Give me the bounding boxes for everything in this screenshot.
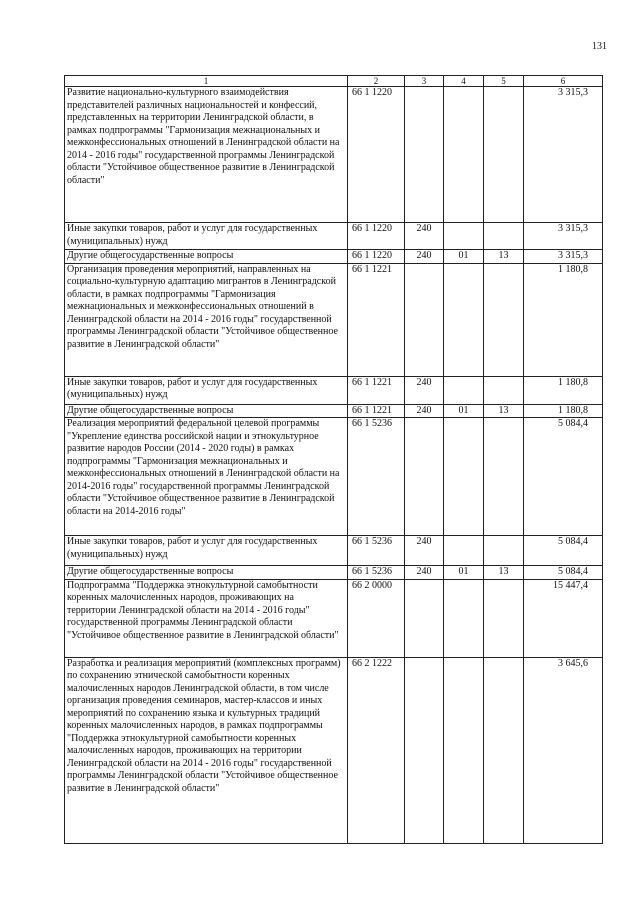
row-sum: 5 084,4 <box>524 566 603 580</box>
row-col5 <box>484 657 524 843</box>
row-name: Иные закупки товаров, работ и услуг для государственных (муниципальных) нужд <box>65 223 348 250</box>
row-code: 66 1 1221 <box>348 376 405 404</box>
row-col5 <box>484 536 524 566</box>
table-row <box>65 87 603 223</box>
table-row <box>65 657 603 843</box>
row-col3: 240 <box>405 566 444 580</box>
row-col3: 240 <box>405 404 444 418</box>
row-col4 <box>444 376 484 404</box>
row-sum: 1 180,8 <box>524 263 603 376</box>
row-col4 <box>444 579 484 657</box>
row-name: Иные закупки товаров, работ и услуг для государственных (муниципальных) нужд <box>65 536 348 566</box>
row-col4 <box>444 263 484 376</box>
row-col4: 01 <box>444 404 484 418</box>
row-sum: 5 084,4 <box>524 418 603 536</box>
row-code: 66 1 1220 <box>348 87 405 223</box>
row-code: 66 1 1221 <box>348 404 405 418</box>
header-row <box>65 76 603 87</box>
row-sum: 3 315,3 <box>524 223 603 250</box>
row-name: Развитие национально-культурного взаимодействия представителей различных национальностей и конфессий, представленных на территории Ленинградской области, в рамках подпрограммы "Гармонизация межнациональных и межконфессиональных отношений в Ленинградской области на 2014 - 2016 годы" государственной программы Ленинградской области "Устойчивое общественное развитие в Ленинградской области" <box>65 87 348 223</box>
row-col5 <box>484 376 524 404</box>
page-number: 131 <box>592 41 607 52</box>
row-col4: 01 <box>444 250 484 264</box>
row-col3: 240 <box>405 536 444 566</box>
row-name: Подпрограмма "Поддержка этнокультурной самобытности коренных малочисленных народов, проживающих на территории Ленинградской области на 2014 - 2016 годы" государственной программы Ленинградской области "Устойчивое общественное развитие в Ленинградской области" <box>65 579 348 657</box>
row-col3 <box>405 418 444 536</box>
row-col5: 13 <box>484 566 524 580</box>
table-row <box>65 223 603 250</box>
header-cell: 2 <box>348 76 405 87</box>
row-code: 66 1 1221 <box>348 263 405 376</box>
row-sum: 3 645,6 <box>524 657 603 843</box>
row-col5 <box>484 263 524 376</box>
row-col3: 240 <box>405 223 444 250</box>
row-col4 <box>444 657 484 843</box>
row-code: 66 1 5236 <box>348 566 405 580</box>
header-cell: 3 <box>405 76 444 87</box>
row-col5: 13 <box>484 250 524 264</box>
row-code: 66 2 0000 <box>348 579 405 657</box>
row-col5: 13 <box>484 404 524 418</box>
header-cell: 5 <box>484 76 524 87</box>
row-name: Другие общегосударственные вопросы <box>65 404 348 418</box>
table-row <box>65 536 603 566</box>
row-col3 <box>405 657 444 843</box>
header-cell: 4 <box>444 76 484 87</box>
row-col3: 240 <box>405 250 444 264</box>
row-name: Другие общегосударственные вопросы <box>65 566 348 580</box>
row-code: 66 1 1220 <box>348 223 405 250</box>
row-col4: 01 <box>444 566 484 580</box>
table-row <box>65 250 603 264</box>
row-sum: 3 315,3 <box>524 250 603 264</box>
row-col4 <box>444 223 484 250</box>
header-cell: 1 <box>65 76 348 87</box>
row-code: 66 1 5236 <box>348 536 405 566</box>
row-sum: 15 447,4 <box>524 579 603 657</box>
row-col4 <box>444 418 484 536</box>
row-name: Разработка и реализация мероприятий (комплексных программ) по сохранению этнической самобытности коренных малочисленных народов Ленинградской области, в том числе организация проведения семинаров, мастер-классов и иных мероприятий по сохранению языка и культурных традиций коренных малочисленных народов, в рамках подпрограммы "Поддержка этнокультурной самобытности коренных малочисленных народов, проживающих на территории Ленинградской области на 2014 - 2016 годы" государственной программы Ленинградской области "Устойчивое общественное развитие в Ленинградской области" <box>65 657 348 843</box>
row-sum: 1 180,8 <box>524 404 603 418</box>
row-col3 <box>405 263 444 376</box>
table-row <box>65 579 603 657</box>
row-name: Иные закупки товаров, работ и услуг для государственных (муниципальных) нужд <box>65 376 348 404</box>
table-row <box>65 566 603 580</box>
row-name: Реализация мероприятий федеральной целевой программы "Укрепление единства российской нации и этнокультурное развитие народов России (2014 - 2020 годы) в рамках подпрограммы "Гармонизация межнациональных и межконфессиональных отношений в Ленинградской области на 2014-2016 годы" государственной программы Ленинградской области "Устойчивое общественное развитие в Ленинградской области на 2014-2016 годы" <box>65 418 348 536</box>
header-cell: 6 <box>524 76 603 87</box>
row-col5 <box>484 418 524 536</box>
row-sum: 3 315,3 <box>524 87 603 223</box>
row-col5 <box>484 223 524 250</box>
row-col4 <box>444 87 484 223</box>
row-code: 66 1 1220 <box>348 250 405 264</box>
row-name: Организация проведения мероприятий, направленных на социально-культурную адаптацию мигрантов в Ленинградской области, в рамках подпрограммы "Гармонизация межнациональных и межконфессиональных отношений в Ленинградской области на 2014 - 2016 годы" государственной программы Ленинградской области "Устойчивое общественное развитие в Ленинградской области" <box>65 263 348 376</box>
row-code: 66 1 5236 <box>348 418 405 536</box>
row-col3 <box>405 579 444 657</box>
row-sum: 5 084,4 <box>524 536 603 566</box>
table-row <box>65 263 603 376</box>
table-row <box>65 418 603 536</box>
table-row <box>65 376 603 404</box>
row-col5 <box>484 579 524 657</box>
row-col5 <box>484 87 524 223</box>
row-col3 <box>405 87 444 223</box>
row-sum: 1 180,8 <box>524 376 603 404</box>
row-col4 <box>444 536 484 566</box>
row-code: 66 2 1222 <box>348 657 405 843</box>
budget-table <box>64 75 603 844</box>
row-col3: 240 <box>405 376 444 404</box>
table-row <box>65 404 603 418</box>
row-name: Другие общегосударственные вопросы <box>65 250 348 264</box>
